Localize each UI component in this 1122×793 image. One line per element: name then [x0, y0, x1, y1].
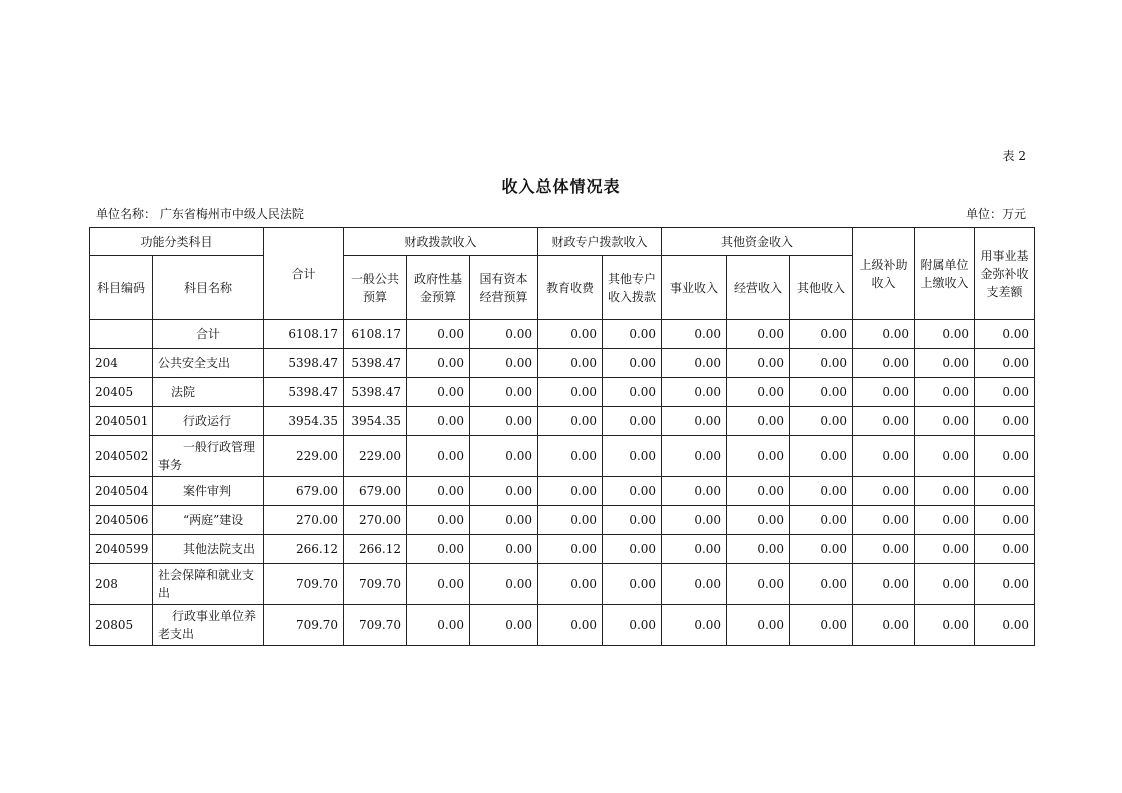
cell-value: 0.00: [603, 378, 662, 407]
cell-value: 0.00: [470, 506, 538, 535]
cell-value: 679.00: [264, 477, 344, 506]
cell-value: 0.00: [727, 436, 790, 477]
cell-value: 0.00: [853, 477, 915, 506]
cell-value: 0.00: [915, 605, 975, 646]
cell-value: 0.00: [915, 436, 975, 477]
cell-value: 0.00: [975, 564, 1035, 605]
table-row: [90, 320, 1035, 349]
cell-value: 270.00: [344, 506, 407, 535]
cell-value: 0.00: [662, 378, 727, 407]
row-name: 行政运行: [153, 407, 264, 436]
cell-value: 0.00: [662, 535, 727, 564]
row-code: 2040506: [90, 506, 153, 535]
cell-value: 0.00: [975, 605, 1035, 646]
row-name: “两庭”建设: [153, 506, 264, 535]
cell-value: 0.00: [915, 378, 975, 407]
header-general-public: 一般公共预算: [344, 256, 407, 320]
cell-value: 0.00: [853, 605, 915, 646]
cell-value: 3954.35: [344, 407, 407, 436]
cell-value: 0.00: [727, 407, 790, 436]
row-name: 公共安全支出: [153, 349, 264, 378]
cell-value: 0.00: [915, 407, 975, 436]
row-code: 20405: [90, 378, 153, 407]
cell-value: 0.00: [915, 477, 975, 506]
cell-value: 0.00: [662, 564, 727, 605]
row-name: 法院: [153, 378, 264, 407]
cell-value: 709.70: [344, 605, 407, 646]
cell-value: 0.00: [470, 436, 538, 477]
table-number: 表 2: [1002, 149, 1026, 163]
table-row: [90, 407, 1035, 436]
cell-value: 0.00: [853, 506, 915, 535]
cell-value: 0.00: [603, 535, 662, 564]
cell-value: 0.00: [470, 564, 538, 605]
table-row: [90, 535, 1035, 564]
unit-label: 单位：万元: [965, 207, 1026, 221]
cell-value: 0.00: [853, 407, 915, 436]
cell-value: 229.00: [264, 436, 344, 477]
cell-value: 0.00: [603, 407, 662, 436]
cell-value: 0.00: [407, 320, 470, 349]
cell-value: 0.00: [853, 320, 915, 349]
cell-value: 0.00: [727, 477, 790, 506]
header-total: 合计: [264, 228, 344, 320]
cell-value: 6108.17: [264, 320, 344, 349]
cell-value: 679.00: [344, 477, 407, 506]
header-func-category: 功能分类科目: [90, 228, 264, 256]
header-other-funds: 其他资金收入: [662, 228, 853, 256]
cell-value: 0.00: [407, 535, 470, 564]
cell-value: 0.00: [538, 535, 603, 564]
cell-value: 0.00: [603, 436, 662, 477]
table-row: [90, 506, 1035, 535]
cell-value: 0.00: [603, 320, 662, 349]
header-code: 科目编码: [90, 256, 153, 320]
row-code: [90, 320, 153, 349]
cell-value: 0.00: [538, 407, 603, 436]
cell-value: 266.12: [344, 535, 407, 564]
cell-value: 0.00: [853, 564, 915, 605]
cell-value: 0.00: [915, 320, 975, 349]
row-name: 其他法院支出: [153, 535, 264, 564]
table-row: [90, 349, 1035, 378]
cell-value: 0.00: [790, 477, 853, 506]
cell-value: 0.00: [662, 349, 727, 378]
cell-value: 0.00: [538, 477, 603, 506]
cell-value: 270.00: [264, 506, 344, 535]
cell-value: 0.00: [662, 605, 727, 646]
cell-value: 0.00: [727, 320, 790, 349]
cell-value: 0.00: [975, 407, 1035, 436]
header-name: 科目名称: [153, 256, 264, 320]
cell-value: 5398.47: [344, 378, 407, 407]
header-business-income: 事业收入: [662, 256, 727, 320]
header-row-1: [90, 228, 1035, 256]
cell-value: 0.00: [975, 378, 1035, 407]
row-name: 一般行政管理事务: [153, 436, 264, 477]
cell-value: 0.00: [853, 378, 915, 407]
cell-value: 0.00: [915, 349, 975, 378]
header-affiliated-payment: 附属单位上缴收入: [915, 228, 975, 320]
cell-value: 0.00: [727, 564, 790, 605]
row-code: 20805: [90, 605, 153, 646]
unit-name: 单位名称： 广东省梅州市中级人民法院: [96, 207, 304, 221]
cell-value: 3954.35: [264, 407, 344, 436]
cell-value: 0.00: [662, 436, 727, 477]
row-code: 2040501: [90, 407, 153, 436]
cell-value: 0.00: [603, 564, 662, 605]
cell-value: 266.12: [264, 535, 344, 564]
header-fund-compensation: 用事业基金弥补收支差额: [975, 228, 1035, 320]
cell-value: 0.00: [790, 407, 853, 436]
cell-value: 0.00: [853, 535, 915, 564]
header-superior-subsidy: 上级补助收入: [853, 228, 915, 320]
cell-value: 0.00: [727, 506, 790, 535]
cell-value: 0.00: [790, 320, 853, 349]
cell-value: 0.00: [727, 378, 790, 407]
cell-value: 0.00: [603, 477, 662, 506]
row-name: 案件审判: [153, 477, 264, 506]
header-other-income: 其他收入: [790, 256, 853, 320]
table-row: [90, 436, 1035, 477]
header-state-capital: 国有资本经营预算: [470, 256, 538, 320]
cell-value: 0.00: [407, 349, 470, 378]
table-row: [90, 564, 1035, 605]
cell-value: 0.00: [470, 477, 538, 506]
row-name: 合计: [153, 320, 264, 349]
cell-value: 0.00: [538, 349, 603, 378]
cell-value: 0.00: [790, 564, 853, 605]
cell-value: 0.00: [790, 349, 853, 378]
cell-value: 0.00: [538, 436, 603, 477]
cell-value: 0.00: [853, 349, 915, 378]
cell-value: 709.70: [264, 605, 344, 646]
cell-value: 0.00: [407, 605, 470, 646]
cell-value: 0.00: [975, 535, 1035, 564]
cell-value: 229.00: [344, 436, 407, 477]
cell-value: 0.00: [407, 506, 470, 535]
cell-value: 0.00: [662, 320, 727, 349]
table-row: [90, 378, 1035, 407]
cell-value: 0.00: [407, 477, 470, 506]
cell-value: 0.00: [538, 564, 603, 605]
cell-value: 0.00: [470, 349, 538, 378]
cell-value: 0.00: [790, 535, 853, 564]
row-name: 社会保障和就业支出: [153, 564, 264, 605]
table-row: [90, 477, 1035, 506]
cell-value: 0.00: [407, 378, 470, 407]
cell-value: 0.00: [470, 378, 538, 407]
header-operating-income: 经营收入: [727, 256, 790, 320]
table-row: [90, 605, 1035, 646]
cell-value: 0.00: [915, 506, 975, 535]
cell-value: 0.00: [790, 506, 853, 535]
cell-value: 0.00: [727, 605, 790, 646]
cell-value: 0.00: [790, 378, 853, 407]
cell-value: 0.00: [853, 436, 915, 477]
row-name: 行政事业单位养老支出: [153, 605, 264, 646]
cell-value: 0.00: [975, 436, 1035, 477]
row-code: 208: [90, 564, 153, 605]
cell-value: 0.00: [407, 407, 470, 436]
cell-value: 0.00: [727, 535, 790, 564]
cell-value: 0.00: [662, 407, 727, 436]
row-code: 2040502: [90, 436, 153, 477]
cell-value: 0.00: [470, 535, 538, 564]
cell-value: 0.00: [603, 605, 662, 646]
cell-value: 0.00: [790, 436, 853, 477]
cell-value: 0.00: [603, 506, 662, 535]
cell-value: 0.00: [915, 535, 975, 564]
cell-value: 5398.47: [344, 349, 407, 378]
cell-value: 0.00: [975, 506, 1035, 535]
cell-value: 0.00: [538, 320, 603, 349]
cell-value: 0.00: [538, 605, 603, 646]
cell-value: 5398.47: [264, 378, 344, 407]
header-gov-fund: 政府性基金预算: [407, 256, 470, 320]
cell-value: 0.00: [727, 349, 790, 378]
cell-value: 6108.17: [344, 320, 407, 349]
row-code: 2040504: [90, 477, 153, 506]
cell-value: 709.70: [344, 564, 407, 605]
cell-value: 0.00: [915, 564, 975, 605]
cell-value: 0.00: [470, 320, 538, 349]
header-fiscal-special: 财政专户拨款收入: [538, 228, 662, 256]
header-fiscal-grant: 财政拨款收入: [344, 228, 538, 256]
cell-value: 0.00: [975, 349, 1035, 378]
header-other-special: 其他专户收入拨款: [603, 256, 662, 320]
row-code: 204: [90, 349, 153, 378]
row-code: 2040599: [90, 535, 153, 564]
cell-value: 0.00: [407, 564, 470, 605]
cell-value: 0.00: [470, 605, 538, 646]
page-title: 收入总体情况表: [501, 177, 621, 196]
cell-value: 709.70: [264, 564, 344, 605]
cell-value: 0.00: [662, 506, 727, 535]
cell-value: 0.00: [470, 407, 538, 436]
cell-value: 0.00: [407, 436, 470, 477]
cell-value: 5398.47: [264, 349, 344, 378]
cell-value: 0.00: [538, 506, 603, 535]
cell-value: 0.00: [975, 477, 1035, 506]
header-education-fee: 教育收费: [538, 256, 603, 320]
cell-value: 0.00: [538, 378, 603, 407]
cell-value: 0.00: [975, 320, 1035, 349]
cell-value: 0.00: [603, 349, 662, 378]
income-summary-table: [89, 227, 1035, 646]
cell-value: 0.00: [790, 605, 853, 646]
cell-value: 0.00: [662, 477, 727, 506]
